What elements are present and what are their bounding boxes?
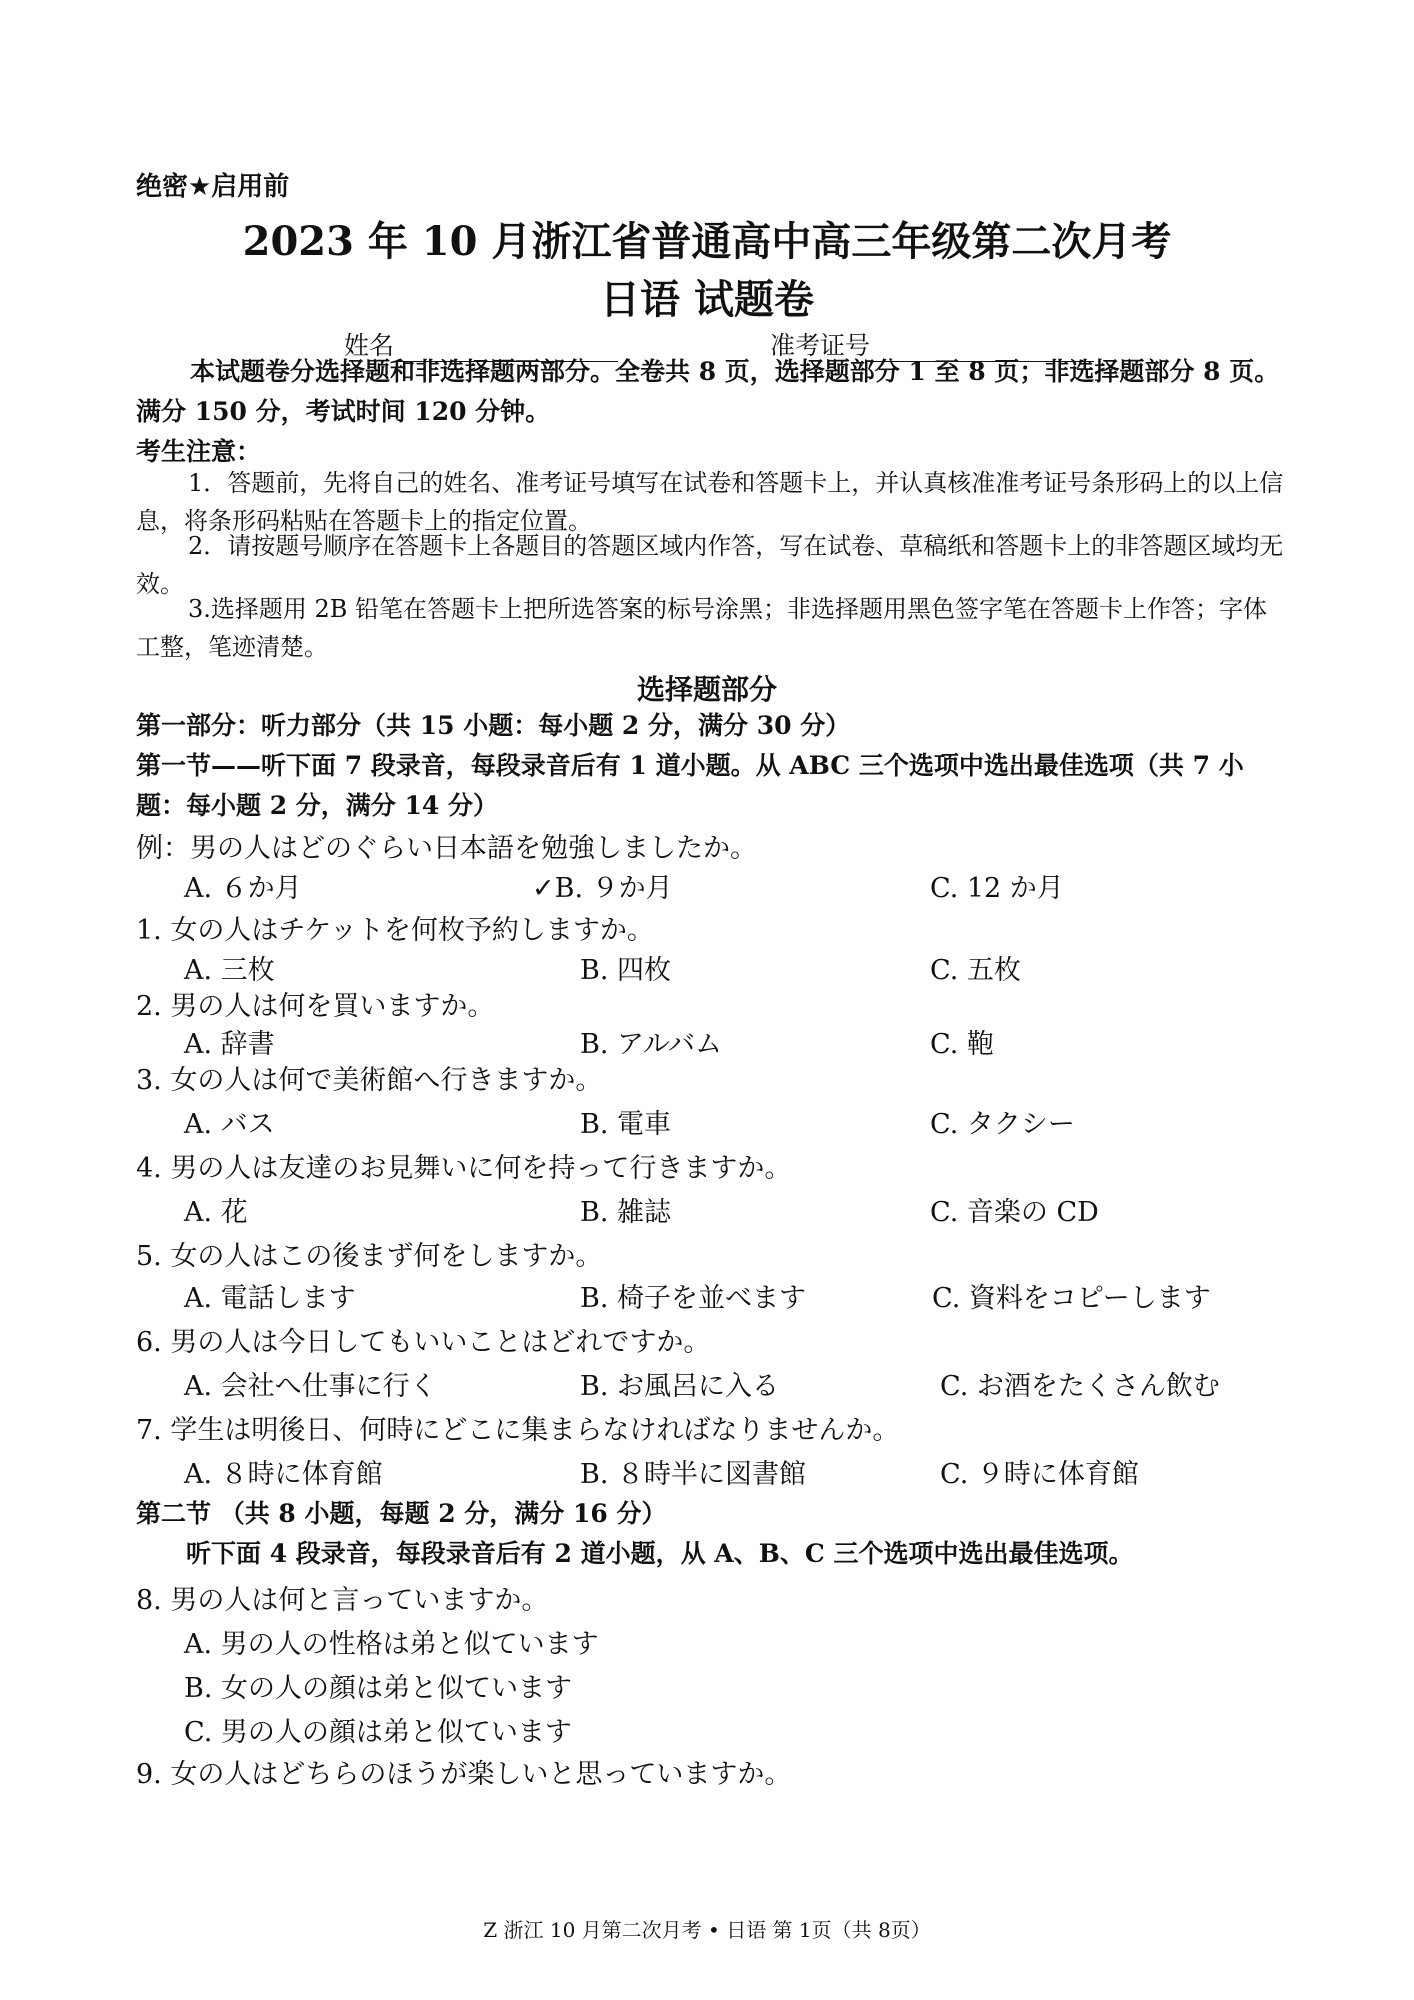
question-8: 8. 男の人は何と言っていますか。: [136, 1585, 549, 1616]
q2-option-b: B. アルバム: [580, 1029, 723, 1060]
question-5: 5. 女の人はこの後まず何をしますか。: [136, 1241, 603, 1272]
q4-option-b: B. 雑誌: [580, 1197, 672, 1228]
question-1: 1. 女の人はチケットを何枚予約しますか。: [136, 915, 654, 946]
section1-heading: 第一节——听下面 7 段录音，每段录音后有 1 道小题。从 ABC 三个选项中选出最佳选项（共 7 小题：每小题 2 分，满分 14 分）: [136, 751, 1244, 820]
q1-option-c: C. 五枚: [930, 955, 1021, 986]
exam-subtitle: 日语 试题卷: [600, 277, 814, 323]
q4-option-a: A. 花: [184, 1197, 248, 1228]
q3-option-c: C. タクシー: [930, 1109, 1075, 1140]
q3-option-a: A. バス: [184, 1109, 275, 1140]
q3-option-b: B. 電車: [580, 1109, 672, 1140]
name-label: 姓名: [344, 331, 395, 360]
q7-option-b: B. ８時半に図書館: [580, 1459, 807, 1490]
q7-option-c: C. ９時に体育館: [940, 1459, 1139, 1490]
section-title: 选择题部分: [636, 673, 777, 706]
question-7: 7. 学生は明後日、何時にどこに集まらなければなりませんか。: [136, 1415, 900, 1446]
page-footer: Z 浙江 10 月第二次月考 • 日语 第 1页（共 8页）: [483, 1918, 931, 1942]
question-6: 6. 男の人は今日してもいいことはどれですか。: [136, 1327, 711, 1358]
id-label: 准考证号: [770, 331, 871, 360]
example-option-a: A. ６か月: [184, 873, 302, 904]
exam-title: 2023 年 10 月浙江省普通高中高三年级第二次月考: [242, 218, 1172, 265]
section2-instruction: 听下面 4 段录音，每段录音后有 2 道小题，从 A、B、C 三个选项中选出最佳选项。: [186, 1539, 1134, 1568]
question-3: 3. 女の人は何で美術館へ行きますか。: [136, 1065, 603, 1096]
q2-option-c: C. 鞄: [930, 1029, 994, 1060]
q6-option-a: A. 会社へ仕事に行く: [184, 1371, 437, 1402]
q2-option-a: A. 辞書: [184, 1029, 275, 1060]
check-mark-icon: ✓: [532, 873, 555, 904]
confidential-mark: 绝密★启用前: [136, 172, 290, 202]
part1-heading: 第一部分：听力部分（共 15 小题：每小题 2 分，满分 30 分）: [136, 711, 851, 740]
q8-option-b: B. 女の人の顔は弟と似ています: [184, 1673, 573, 1704]
q5-option-c: C. 資料をコピーします: [932, 1283, 1211, 1314]
q8-option-c: C. 男の人の顔は弟と似ています: [184, 1717, 572, 1748]
q4-option-c: C. 音楽の CD: [930, 1197, 1099, 1228]
example-option-b: ✓B. ９か月: [532, 873, 673, 904]
q1-option-b: B. 四枚: [580, 955, 672, 986]
notice-item-1: 1．答题前，先将自己的姓名、准考证号填写在试卷和答题卡上，并认真核准准考证号条形码上的以上信息，将条形码粘贴在答题卡上的指定位置。: [136, 469, 1284, 535]
notice-item-3: 3.选择题用 2B 铅笔在答题卡上把所选答案的标号涂黑；非选择题用黑色签字笔在答题卡上作答；字体工整，笔迹清楚。: [136, 595, 1268, 661]
intro-paragraph: 本试题卷分选择题和非选择题两部分。全卷共 8 页，选择题部分 1 至 8 页；非选择题部分 8 页。满分 150 分，考试时间 120 分钟。: [136, 357, 1280, 426]
notice-heading: 考生注意：: [136, 437, 262, 466]
section2-heading: 第二节 （共 8 小题，每题 2 分，满分 16 分）: [136, 1499, 667, 1528]
q1-option-a: A. 三枚: [184, 955, 275, 986]
question-2: 2. 男の人は何を買いますか。: [136, 991, 495, 1022]
example-option-c: C. 12 か月: [930, 873, 1064, 904]
question-4: 4. 男の人は友達のお見舞いに何を持って行きますか。: [136, 1153, 792, 1184]
q8-option-a: A. 男の人の性格は弟と似ています: [184, 1629, 599, 1660]
q7-option-a: A. ８時に体育館: [184, 1459, 383, 1490]
question-9: 9. 女の人はどちらのほうが楽しいと思っていますか。: [136, 1759, 792, 1790]
example-question: 例：男の人はどのぐらい日本語を勉強しましたか。: [136, 833, 757, 864]
q6-option-b: B. お風呂に入る: [580, 1371, 780, 1402]
q5-option-b: B. 椅子を並べます: [580, 1283, 807, 1314]
q5-option-a: A. 電話します: [184, 1283, 356, 1314]
notice-item-2: 2．请按题号顺序在答题卡上各题目的答题区域内作答，写在试卷、草稿纸和答题卡上的非答题区域均无效。: [136, 532, 1284, 598]
q6-option-c: C. お酒をたくさん飲む: [940, 1371, 1220, 1402]
